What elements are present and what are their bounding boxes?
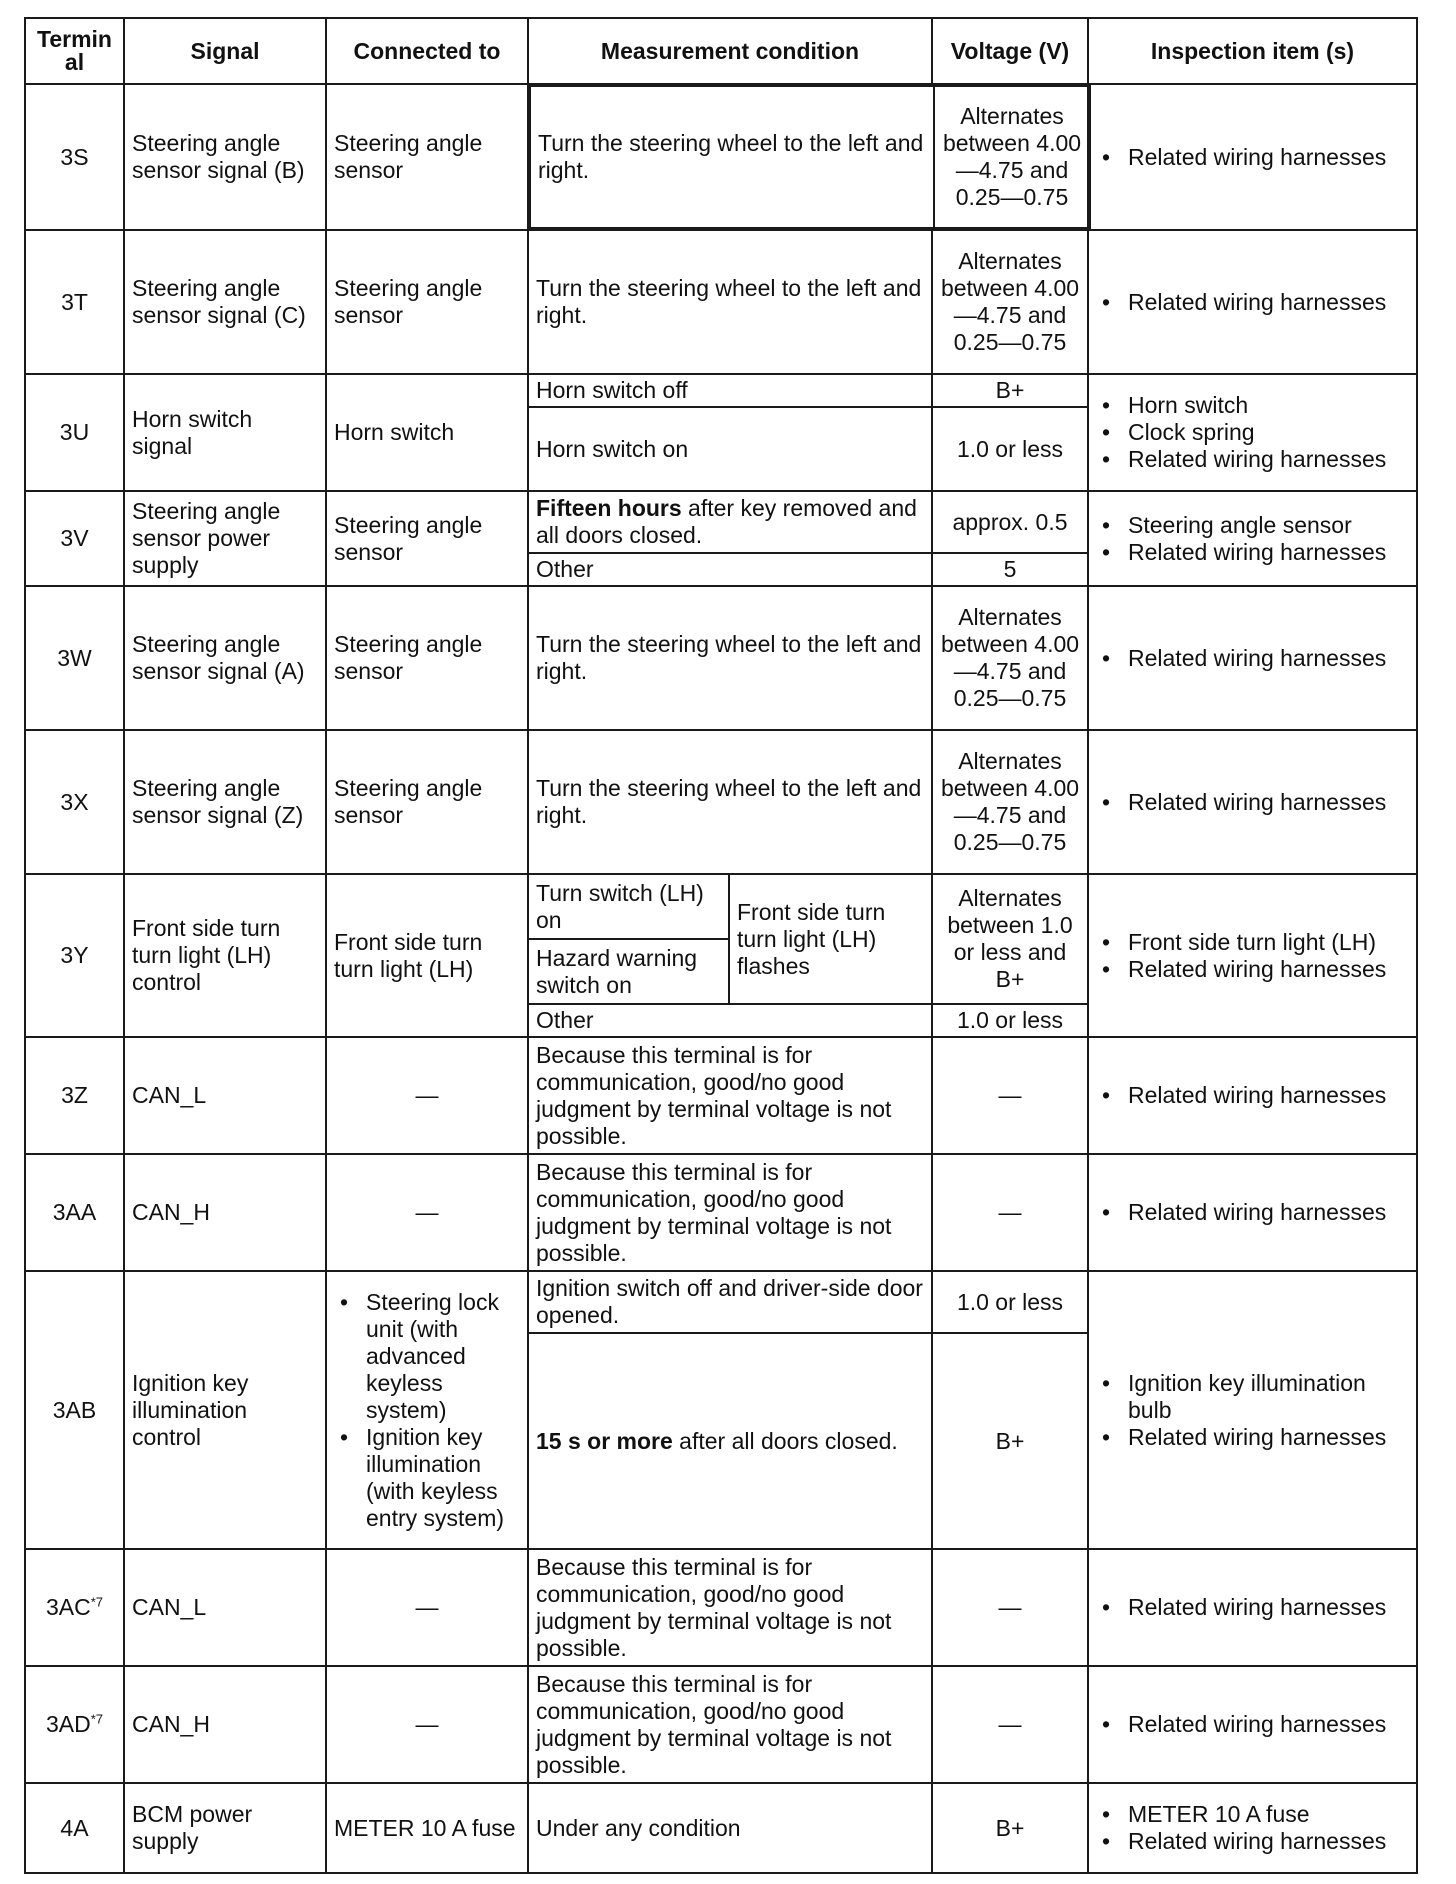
- header-signal: Signal: [124, 18, 326, 84]
- terminal-cell: 3AC$^{*7}$: [25, 1549, 124, 1666]
- condition-cell: [528, 874, 932, 1004]
- inspection-item: • Front side turn light (LH): [1128, 929, 1409, 956]
- condition-sub-cell: Turn switch (LH) on: [529, 875, 729, 939]
- voltage-cell: Alternates between 4.00—4.75 and 0.25—0.75: [932, 230, 1088, 374]
- inspection-item: • Related wiring harnesses: [1128, 1711, 1409, 1738]
- voltage-cell: Alternates between 4.00—4.75 and 0.25—0.75: [932, 730, 1088, 874]
- inspection-item: • Steering angle sensor: [1128, 512, 1409, 539]
- terminal-cell: 4A: [25, 1783, 124, 1873]
- voltage-cell: 5: [932, 553, 1088, 586]
- terminal-cell: 3Z: [25, 1037, 124, 1154]
- condition-result-cell: Front side turn turn light (LH) flashes: [729, 875, 931, 1003]
- condition-cell: Because this terminal is for communication, good/no good judgment by terminal voltage is not possible.: [528, 1037, 932, 1154]
- terminal-cell: 3Y: [25, 874, 124, 1037]
- signal-cell: Steering angle sensor signal (A): [124, 586, 326, 730]
- signal-cell: Ignition key illumination control: [124, 1271, 326, 1549]
- inspection-cell: [1088, 491, 1417, 586]
- connected-cell: METER 10 A fuse: [326, 1783, 528, 1873]
- signal-cell: Front side turn turn light (LH) control: [124, 874, 326, 1037]
- connected-cell: Steering angle sensor: [326, 230, 528, 374]
- inspection-item: • Related wiring harnesses: [1128, 1082, 1409, 1109]
- table-header-row: [25, 18, 1417, 84]
- terminal-cell: 3U: [25, 374, 124, 491]
- terminal-cell: 3W: [25, 586, 124, 730]
- condition-cell: Turn the steering wheel to the left and right.: [528, 730, 932, 874]
- terminal-cell: 3AD$^{*7}$: [25, 1666, 124, 1783]
- voltage-cell: —: [932, 1666, 1088, 1783]
- voltage-cell: Alternates between 4.00—4.75 and 0.25—0.75: [932, 586, 1088, 730]
- inspection-item: • METER 10 A fuse: [1128, 1801, 1409, 1828]
- voltage-cell: 1.0 or less: [932, 1004, 1088, 1037]
- condition-cell: Under any condition: [528, 1783, 932, 1873]
- table-row: [25, 1037, 1417, 1154]
- signal-cell: Steering angle sensor power supply: [124, 491, 326, 586]
- inspection-item: • Related wiring harnesses: [1128, 645, 1409, 672]
- condition-cell: Ignition switch off and driver-side door opened.: [528, 1271, 932, 1333]
- connected-item: • Steering lock unit (with advanced keyless system): [366, 1289, 520, 1424]
- inspection-cell: [1088, 1783, 1417, 1873]
- inspection-item: • Related wiring harnesses: [1128, 144, 1409, 171]
- inspection-item: • Related wiring harnesses: [1128, 446, 1409, 473]
- connected-cell: —: [326, 1666, 528, 1783]
- condition-cell: 15 s or more after all doors closed.: [528, 1333, 932, 1549]
- inspection-item: • Related wiring harnesses: [1128, 539, 1409, 566]
- header-inspection-item: Inspection item (s): [1088, 18, 1417, 84]
- table-row: [25, 586, 1417, 730]
- condition-voltage-group: [528, 84, 1088, 230]
- inspection-item: • Ignition key illumination bulb: [1128, 1370, 1409, 1424]
- inspection-cell: [1088, 1666, 1417, 1783]
- connected-cell: —: [326, 1549, 528, 1666]
- condition-cell: Because this terminal is for communication, good/no good judgment by terminal voltage is not possible.: [528, 1154, 932, 1271]
- condition-cell: Turn the steering wheel to the left and right.: [528, 586, 932, 730]
- condition-sub-cell: Hazard warning switch on: [529, 939, 729, 1003]
- table-row: [25, 230, 1417, 374]
- inspection-item: • Clock spring: [1128, 419, 1409, 446]
- table-row: [25, 84, 1417, 230]
- connected-cell: Horn switch: [326, 374, 528, 491]
- voltage-cell: 1.0 or less: [932, 407, 1088, 491]
- voltage-cell: B+: [932, 1333, 1088, 1549]
- terminal-cell: 3S: [25, 84, 124, 230]
- inspection-item: • Related wiring harnesses: [1128, 956, 1409, 983]
- connected-cell: Steering angle sensor: [326, 586, 528, 730]
- inspection-cell: [1088, 84, 1417, 230]
- inspection-cell: [1088, 730, 1417, 874]
- inspection-cell: [1088, 374, 1417, 491]
- connected-cell: Front side turn turn light (LH): [326, 874, 528, 1037]
- terminal-cell: 3AB: [25, 1271, 124, 1549]
- signal-cell: Steering angle sensor signal (C): [124, 230, 326, 374]
- terminal-cell: 3T: [25, 230, 124, 374]
- condition-cell: Horn switch off: [528, 374, 932, 407]
- signal-cell: Horn switch signal: [124, 374, 326, 491]
- connected-item: • Ignition key illumination (with keyless entry system): [366, 1424, 520, 1532]
- condition-cell: Turn the steering wheel to the left and right.: [528, 230, 932, 374]
- voltage-cell: —: [932, 1154, 1088, 1271]
- table-row: [25, 730, 1417, 874]
- condition-cell: Other: [528, 1004, 932, 1037]
- signal-cell: CAN_L: [124, 1037, 326, 1154]
- inspection-item: • Related wiring harnesses: [1128, 789, 1409, 816]
- condition-cell: Because this terminal is for communication, good/no good judgment by terminal voltage is not possible.: [528, 1549, 932, 1666]
- header-voltage: Voltage (V): [932, 18, 1088, 84]
- connected-cell: Steering angle sensor: [326, 491, 528, 586]
- inspection-cell: [1088, 586, 1417, 730]
- voltage-cell: B+: [932, 1783, 1088, 1873]
- header-measurement-condition: Measurement condition: [528, 18, 932, 84]
- voltage-cell: 1.0 or less: [932, 1271, 1088, 1333]
- signal-cell: CAN_H: [124, 1666, 326, 1783]
- table-row: [25, 874, 1417, 1004]
- voltage-cell: approx. 0.5: [932, 491, 1088, 553]
- voltage-cell: —: [932, 1037, 1088, 1154]
- signal-cell: CAN_L: [124, 1549, 326, 1666]
- condition-cell: Because this terminal is for communication, good/no good judgment by terminal voltage is not possible.: [528, 1666, 932, 1783]
- voltage-cell: Alternates between 4.00—4.75 and 0.25—0.75: [934, 86, 1090, 228]
- connected-cell: —: [326, 1037, 528, 1154]
- inspection-cell: [1088, 1037, 1417, 1154]
- terminal-cell: 3AA: [25, 1154, 124, 1271]
- inspection-cell: [1088, 1154, 1417, 1271]
- connected-cell: [326, 1271, 528, 1549]
- table-row: [25, 1549, 1417, 1666]
- signal-cell: Steering angle sensor signal (Z): [124, 730, 326, 874]
- condition-cell: Other: [528, 553, 932, 586]
- condition-cell: Fifteen hours after key removed and all doors closed.: [528, 491, 932, 553]
- inspection-cell: [1088, 874, 1417, 1037]
- header-connected-to: Connected to: [326, 18, 528, 84]
- terminal-inspection-table: [24, 17, 1418, 1874]
- signal-cell: CAN_H: [124, 1154, 326, 1271]
- connected-cell: Steering angle sensor: [326, 730, 528, 874]
- inspection-item: • Related wiring harnesses: [1128, 1828, 1409, 1855]
- connected-cell: Steering angle sensor: [326, 84, 528, 230]
- table-row: [25, 1783, 1417, 1873]
- table-row: [25, 1271, 1417, 1333]
- voltage-cell: —: [932, 1549, 1088, 1666]
- signal-cell: Steering angle sensor signal (B): [124, 84, 326, 230]
- table-row: [25, 374, 1417, 407]
- inspection-item: • Related wiring harnesses: [1128, 1594, 1409, 1621]
- table-row: [25, 1154, 1417, 1271]
- inspection-item: • Related wiring harnesses: [1128, 289, 1409, 316]
- signal-cell: BCM power supply: [124, 1783, 326, 1873]
- condition-cell: Turn the steering wheel to the left and right.: [530, 86, 934, 228]
- voltage-cell: B+: [932, 374, 1088, 407]
- inspection-item: • Related wiring harnesses: [1128, 1424, 1409, 1451]
- connected-cell: —: [326, 1154, 528, 1271]
- terminal-cell: 3X: [25, 730, 124, 874]
- table-row: [25, 1666, 1417, 1783]
- condition-cell: Horn switch on: [528, 407, 932, 491]
- inspection-cell: [1088, 230, 1417, 374]
- inspection-item: • Horn switch: [1128, 392, 1409, 419]
- voltage-cell: Alternates between 1.0 or less and B+: [932, 874, 1088, 1004]
- terminal-cell: 3V: [25, 491, 124, 586]
- table-row: [25, 491, 1417, 553]
- inspection-cell: [1088, 1271, 1417, 1549]
- inspection-item: • Related wiring harnesses: [1128, 1199, 1409, 1226]
- header-terminal: Terminal: [25, 18, 124, 84]
- inspection-cell: [1088, 1549, 1417, 1666]
